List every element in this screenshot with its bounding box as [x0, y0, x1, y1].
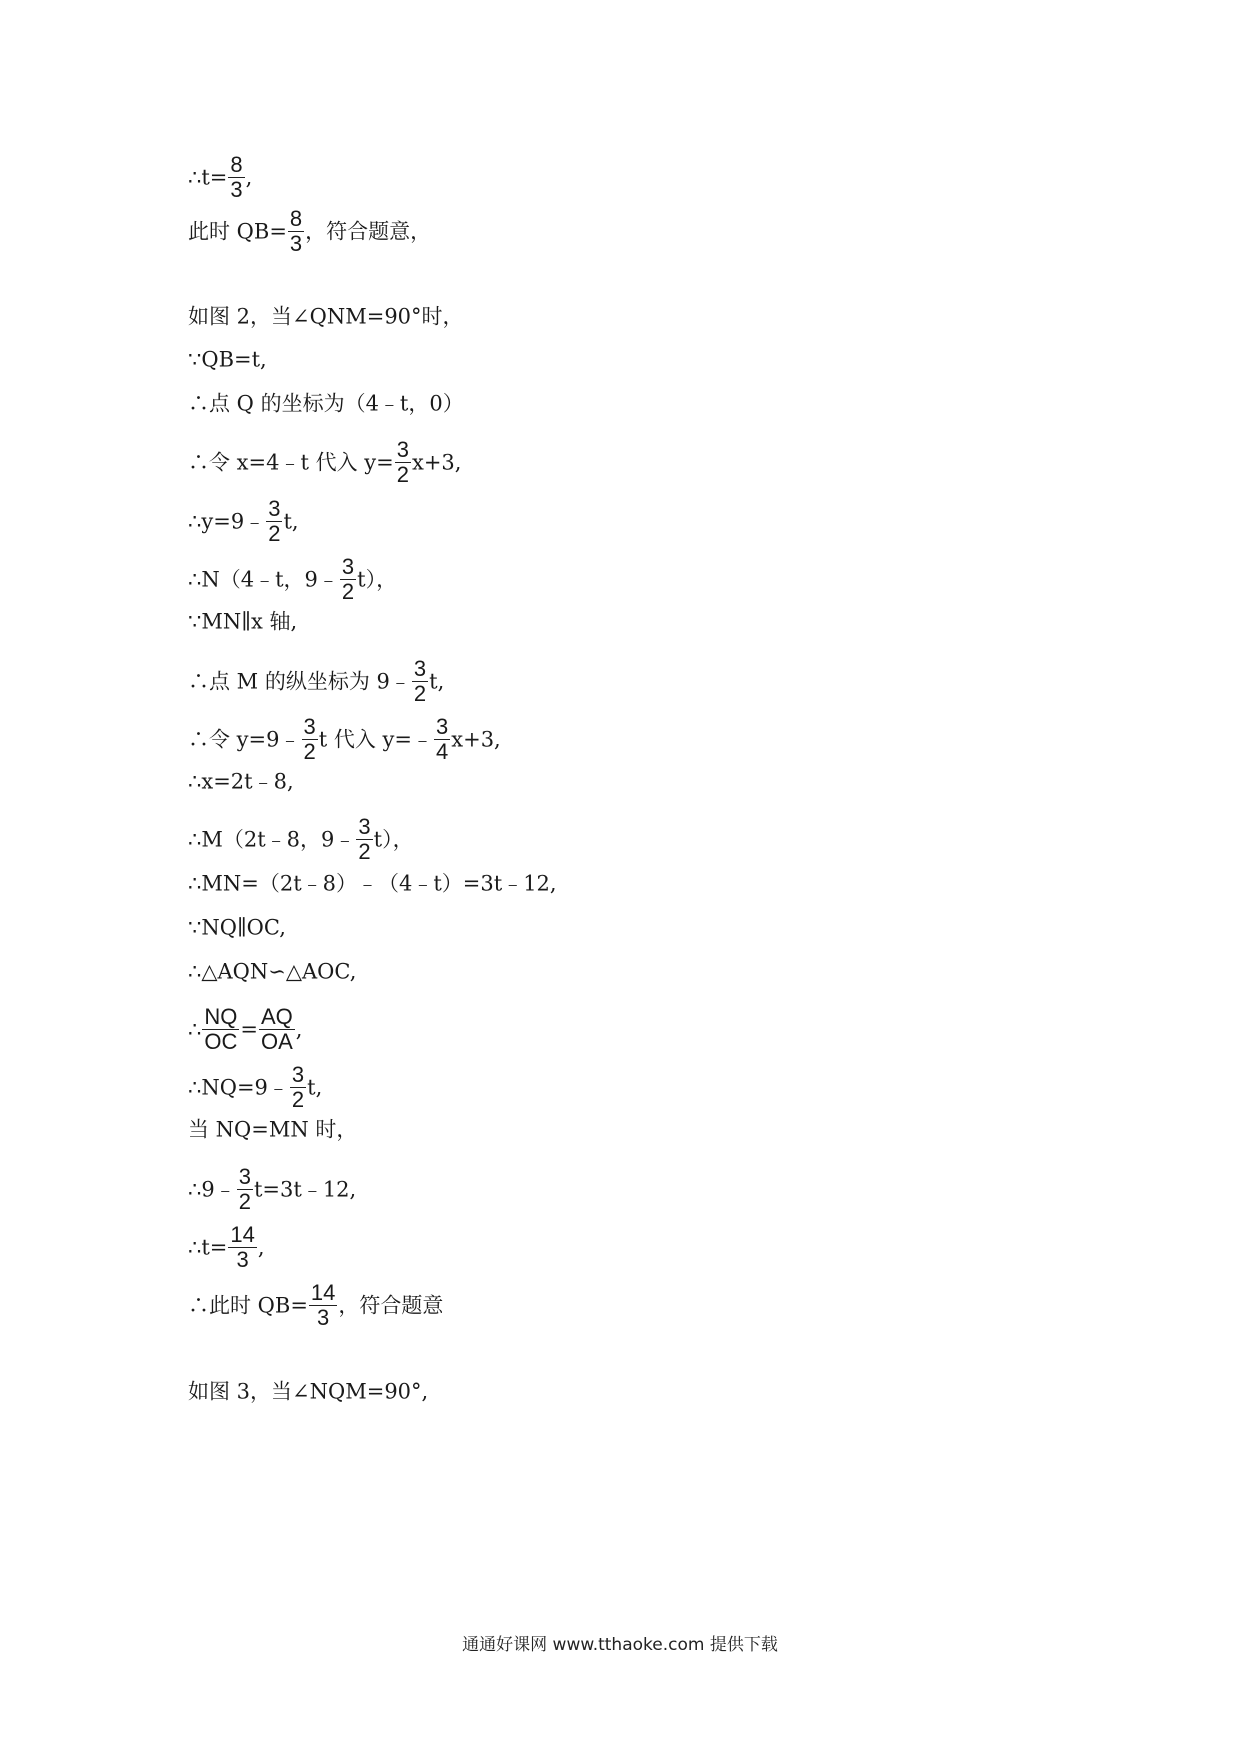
- line-text: ∴: [188, 1017, 202, 1042]
- solution-line: [188, 1375, 428, 1407]
- fraction-numerator: 3: [341, 554, 355, 579]
- fraction: [228, 1223, 256, 1272]
- line-text: ∴△AQN∽△AOC,: [188, 959, 357, 984]
- fraction: [266, 497, 282, 546]
- solution-line: [188, 955, 356, 987]
- line-text: ∴x=2t﹣8,: [188, 769, 294, 794]
- line-text: ∴点 Q 的坐标为（4﹣t，0）: [188, 391, 464, 416]
- line-text: ∴令 y=9﹣: [188, 727, 301, 752]
- fraction-numerator: 3: [268, 496, 281, 521]
- fraction-numerator: 3: [413, 656, 427, 681]
- fraction-denominator: OA: [260, 1029, 293, 1054]
- solution-line: [188, 555, 397, 604]
- solution-line: [188, 1165, 356, 1214]
- line-text: t,: [307, 1075, 323, 1100]
- fraction-numerator: 3: [291, 1062, 305, 1087]
- fraction: [412, 657, 428, 706]
- line-text: ，符合题意，: [305, 219, 432, 244]
- line-text: 此时 QB=: [188, 219, 287, 244]
- solution-line: [188, 867, 557, 899]
- fraction: [340, 555, 356, 604]
- fraction-denominator: 2: [291, 1087, 305, 1112]
- line-text: ∵NQ∥OC,: [188, 915, 286, 940]
- fraction-numerator: 3: [396, 437, 409, 462]
- fraction: [259, 1005, 295, 1054]
- solution-line: [188, 1063, 322, 1112]
- solution-line: [188, 1223, 265, 1272]
- fraction: [395, 438, 411, 487]
- solution-line: [188, 815, 414, 864]
- solution-line: [188, 343, 267, 375]
- line-text: 当 NQ=MN 时，: [188, 1117, 358, 1142]
- line-text: t 代入 y=﹣: [318, 727, 433, 752]
- fraction-denominator: 3: [230, 177, 243, 202]
- line-text: ∴N（4﹣t，9﹣: [188, 567, 339, 592]
- fraction-numerator: AQ: [260, 1004, 293, 1029]
- fraction: [237, 1165, 253, 1214]
- solution-line: [188, 1005, 302, 1054]
- line-text: ,: [257, 1235, 265, 1260]
- solution-line: [188, 387, 464, 419]
- line-text: t），: [357, 567, 398, 592]
- line-text: t=3t﹣12,: [253, 1177, 357, 1202]
- fraction-numerator: 3: [303, 714, 316, 739]
- fraction: [434, 715, 450, 764]
- line-text: 如图 2，当∠QNM=90°时，: [188, 304, 464, 329]
- line-text: t,: [283, 509, 299, 534]
- line-text: ∴t=: [188, 165, 228, 190]
- line-text: ∵QB=t,: [188, 347, 267, 372]
- line-text: =: [240, 1017, 258, 1042]
- line-text: x+3,: [451, 727, 501, 752]
- fraction-numerator: 8: [289, 206, 303, 231]
- fraction-denominator: 2: [303, 739, 316, 764]
- line-text: 如图 3，当∠NQM=90°,: [188, 1379, 429, 1404]
- fraction-denominator: 2: [358, 839, 371, 864]
- line-text: ∵MN∥x 轴,: [188, 609, 298, 634]
- fraction-numerator: 3: [358, 814, 371, 839]
- fraction-denominator: 2: [268, 521, 281, 546]
- line-text: ∴9﹣: [188, 1177, 236, 1202]
- fraction: [302, 715, 318, 764]
- line-text: ∴此时 QB=: [188, 1293, 308, 1318]
- fraction-denominator: 3: [317, 1305, 330, 1330]
- solution-line: [188, 911, 286, 943]
- line-text: ∴NQ=9﹣: [188, 1075, 289, 1100]
- fraction-numerator: 3: [436, 714, 449, 739]
- fraction-denominator: 3: [236, 1247, 249, 1272]
- solution-line: [188, 1113, 357, 1145]
- line-text: ∴令 x=4﹣t 代入 y=: [188, 450, 394, 475]
- solution-line: [188, 438, 461, 487]
- solution-line: [188, 1281, 443, 1330]
- fraction-numerator: 8: [230, 152, 243, 177]
- fraction: [228, 153, 244, 202]
- line-text: ∴M（2t﹣8，9﹣: [188, 827, 356, 852]
- fraction: [290, 1063, 306, 1112]
- solution-line: [188, 300, 464, 332]
- fraction-denominator: 4: [436, 739, 449, 764]
- fraction-denominator: 2: [396, 462, 409, 487]
- fraction-denominator: 3: [289, 231, 303, 256]
- solution-line: [188, 605, 297, 637]
- solution-line: [188, 153, 252, 202]
- fraction: [288, 207, 304, 256]
- fraction-denominator: OC: [204, 1029, 238, 1054]
- line-text: ,: [245, 165, 253, 190]
- solution-line: [188, 497, 299, 546]
- solution-line: [188, 765, 294, 797]
- fraction-denominator: 2: [238, 1189, 251, 1214]
- fraction-numerator: 14: [310, 1280, 336, 1305]
- footer-watermark: 通通好课网 www.tthaoke.com 提供下载: [462, 1635, 778, 1655]
- line-text: t），: [373, 827, 414, 852]
- line-text: ∴t=: [188, 1235, 228, 1260]
- line-text: ∴MN=（2t﹣8）﹣（4﹣t）=3t﹣12,: [188, 871, 557, 896]
- line-text: ∴y=9﹣: [188, 509, 266, 534]
- line-text: ，符合题意: [338, 1293, 444, 1318]
- fraction: [309, 1281, 337, 1330]
- fraction-denominator: 2: [341, 579, 355, 604]
- fraction-numerator: NQ: [204, 1004, 238, 1029]
- line-text: ,: [295, 1017, 303, 1042]
- fraction-denominator: 2: [413, 681, 427, 706]
- line-text: ∴点 M 的纵坐标为 9﹣: [188, 669, 411, 694]
- solution-line: [188, 657, 444, 706]
- solution-line: [188, 715, 501, 764]
- fraction: [356, 815, 372, 864]
- fraction-numerator: 14: [230, 1222, 255, 1247]
- line-text: t,: [429, 669, 445, 694]
- fraction-numerator: 3: [238, 1164, 251, 1189]
- line-text: x+3,: [411, 450, 462, 475]
- solution-line: [188, 207, 431, 256]
- fraction: [202, 1005, 239, 1054]
